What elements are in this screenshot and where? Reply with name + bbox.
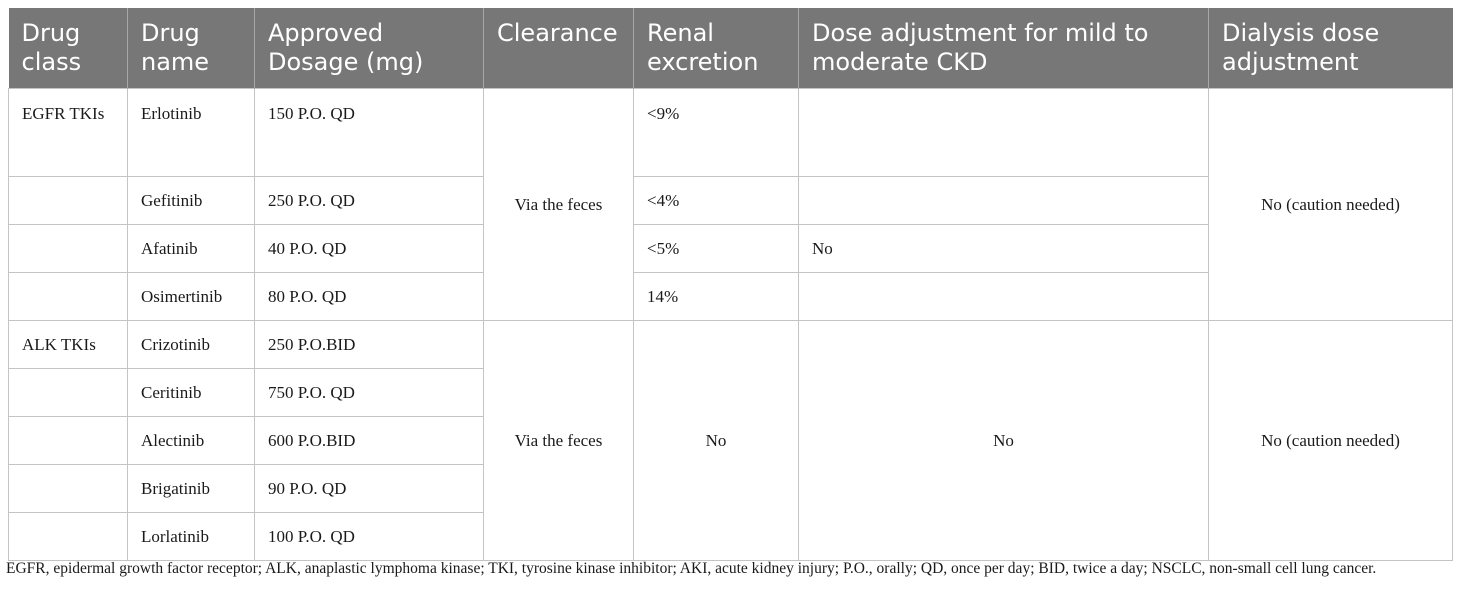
renal-excretion-cell: <9%	[634, 89, 799, 177]
drug-name-cell: Osimertinib	[128, 273, 255, 321]
drug-class-cell	[9, 369, 128, 417]
ckd-adjustment-cell	[799, 177, 1209, 225]
dialysis-adjustment-cell: No (caution needed)	[1209, 89, 1453, 321]
ckd-adjustment-cell	[799, 273, 1209, 321]
dosage-cell: 90 P.O. QD	[255, 465, 484, 513]
header-drug-name: Drug name	[128, 8, 255, 89]
dosage-cell: 750 P.O. QD	[255, 369, 484, 417]
drug-class-cell	[9, 225, 128, 273]
table-header	[9, 8, 1453, 89]
ckd-adjustment-cell: No	[799, 321, 1209, 561]
table-footnote: EGFR, epidermal growth factor receptor; ALK, anaplastic lymphoma kinase; TKI, tyrosine kinase inhibitor; AKI, acute kidney injury; P.O., orally; QD, once per day; BID, twice a day; NSCLC, non-small cell lung cancer.	[6, 560, 1377, 577]
header-dialysis-adjustment: Dialysis dose adjustment	[1209, 8, 1453, 89]
drug-name-cell: Gefitinib	[128, 177, 255, 225]
header-renal-excretion: Renal excretion	[634, 8, 799, 89]
header-clearance: Clearance	[484, 8, 634, 89]
dosage-cell: 40 P.O. QD	[255, 225, 484, 273]
table-body	[9, 89, 1453, 561]
drug-name-cell: Erlotinib	[128, 89, 255, 177]
renal-excretion-cell: <5%	[634, 225, 799, 273]
dialysis-adjustment-cell: No (caution needed)	[1209, 321, 1453, 561]
renal-excretion-cell: <4%	[634, 177, 799, 225]
drug-table-container	[8, 8, 1452, 561]
clearance-cell: Via the feces	[484, 89, 634, 321]
header-drug-class: Drug class	[9, 8, 128, 89]
table-row	[9, 89, 1453, 177]
drug-class-cell	[9, 177, 128, 225]
header-dose-adjustment-ckd: Dose adjustment for mild to moderate CKD	[799, 8, 1209, 89]
drug-name-cell: Afatinib	[128, 225, 255, 273]
drug-name-cell: Alectinib	[128, 417, 255, 465]
drug-class-cell: EGFR TKIs	[9, 89, 128, 177]
drug-class-cell	[9, 417, 128, 465]
dosage-cell: 80 P.O. QD	[255, 273, 484, 321]
clearance-cell: Via the feces	[484, 321, 634, 561]
drug-name-cell: Crizotinib	[128, 321, 255, 369]
drug-class-cell	[9, 465, 128, 513]
drug-class-cell	[9, 513, 128, 561]
table-row	[9, 321, 1453, 369]
ckd-adjustment-cell	[799, 89, 1209, 177]
dosage-cell: 250 P.O. QD	[255, 177, 484, 225]
drug-name-cell: Lorlatinib	[128, 513, 255, 561]
renal-excretion-cell: 14%	[634, 273, 799, 321]
ckd-adjustment-cell: No	[799, 225, 1209, 273]
drug-class-cell	[9, 273, 128, 321]
drug-table	[8, 8, 1453, 561]
header-row	[9, 8, 1453, 89]
header-approved-dosage: Approved Dosage (mg)	[255, 8, 484, 89]
dosage-cell: 250 P.O.BID	[255, 321, 484, 369]
drug-class-cell: ALK TKIs	[9, 321, 128, 369]
drug-name-cell: Brigatinib	[128, 465, 255, 513]
dosage-cell: 100 P.O. QD	[255, 513, 484, 561]
drug-name-cell: Ceritinib	[128, 369, 255, 417]
dosage-cell: 150 P.O. QD	[255, 89, 484, 177]
renal-excretion-cell: No	[634, 321, 799, 561]
dosage-cell: 600 P.O.BID	[255, 417, 484, 465]
